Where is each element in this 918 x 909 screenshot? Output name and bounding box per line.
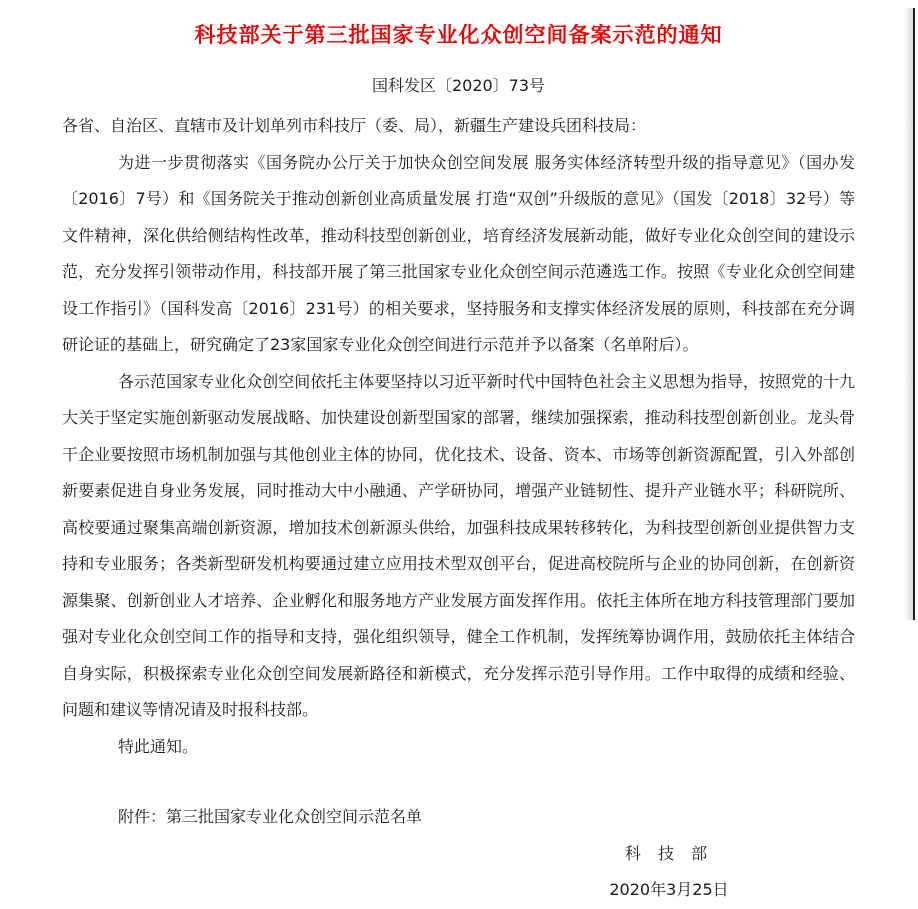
- issue-date: 2020年3月25日: [609, 880, 729, 899]
- frame-right-border: [913, 8, 915, 620]
- body-paragraph: 为进一步贯彻落实《国务院办公厅关于加快众创空间发展 服务实体经济转型升级的指导意见》（国办发〔2016〕7号）和《国务院关于推动创新创业高质量发展 打造“双创”升级版的意见》（国发〔2018〕32号）等文件精神，深化供给侧结构性改革，推动科技型创新创业，培育经济发展新动能，做好专业化众创空间的建设示范，充分发挥引领带动作用，科技部开展了第三批国家专业化众创空间示范遴选工作。按照《专业化众创空间建设工作指引》（国科发高〔2016〕231号）的相关要求，坚持服务和支撑实体经济发展的原则，科技部在充分调研论证的基础上，研究确定了23家国家专业化众创空间进行示范并予以备案（名单附后）。: [62, 152, 855, 354]
- notice-title: 科技部关于第三批国家专业化众创空间备案示范的通知: [194, 23, 723, 47]
- body-paragraph: 各示范国家专业化众创空间依托主体要坚持以习近平新时代中国特色社会主义思想为指导，按照党的十九大关于坚定实施创新驱动发展战略、加快建设创新型国家的部署，继续加强探索，推动科技型创新创业。龙头骨干企业要按照市场机制加强与其他创业主体的协同，优化技术、设备、资本、市场等创新资源配置，引入外部创新要素促进自身业务发展，同时推动大中小融通、产学研协同，增强产业链韧性、提升产业链水平；科研院所、高校要通过聚集高端创新资源，增加技术创新源头供给，加强科技成果转移转化，为科技型创新创业提供智力支持和专业服务；各类新型研发机构要通过建立应用技术型双创平台，促进高校院所与企业的协同创新，在创新资源集聚、创新创业人才培养、企业孵化和服务地方产业发展方面发挥作用。依托主体所在地方科技管理部门要加强对专业化众创空间工作的指导和支持，强化组织领导，健全工作机制，发挥统筹协调作用，鼓励依托主体结合自身实际，积极探索专业化众创空间发展新路径和新模式，充分发挥示范引导作用。工作中取得的成绩和经验、问题和建议等情况请及时报科技部。: [62, 371, 855, 719]
- attachment-line: 附件：第三批国家专业化众创空间示范名单: [118, 807, 423, 826]
- issuer-name: 科 技 部: [624, 843, 714, 863]
- notice-body: [62, 108, 855, 836]
- signature-block: [524, 836, 814, 909]
- salutation-line: 各省、自治区、直辖市及计划单列市科技厅（委、局），新疆生产建设兵团科技局：: [62, 116, 647, 135]
- doc-number: 国科发区〔2020〕73号: [371, 76, 546, 95]
- closing-line: 特此通知。: [118, 736, 199, 756]
